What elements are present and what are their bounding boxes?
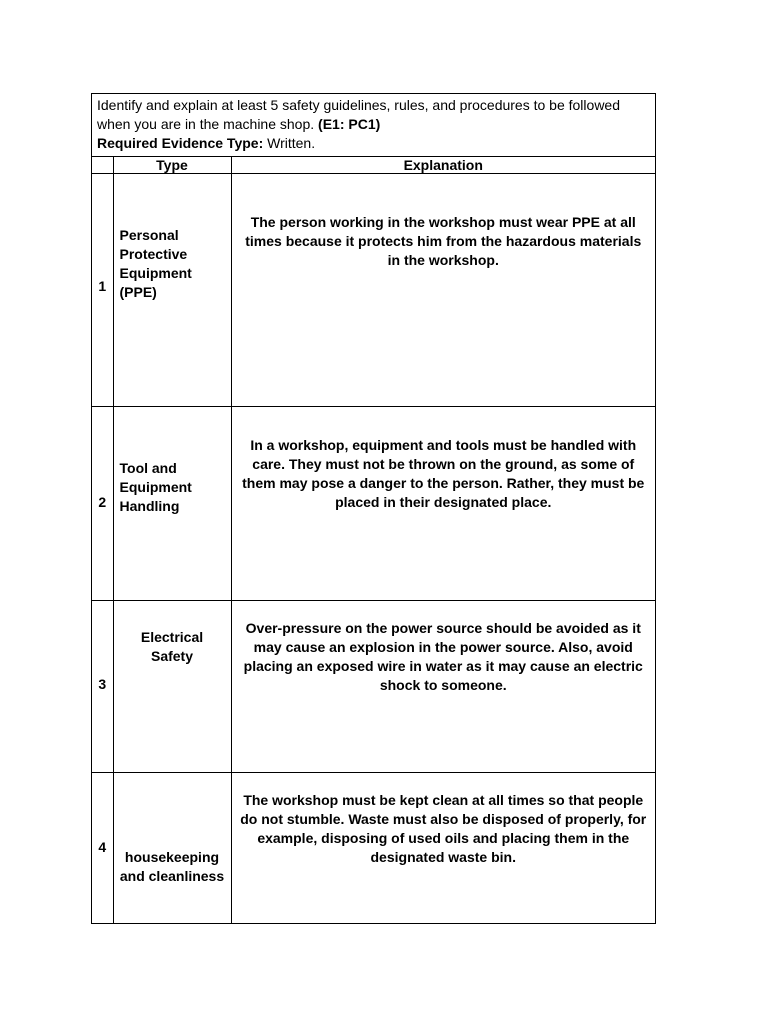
safety-table	[92, 157, 655, 923]
header-type: Type	[113, 157, 231, 174]
row-type-text: Electrical Safety	[140, 629, 204, 664]
row-number	[92, 407, 113, 601]
row-number-text: 3	[98, 676, 107, 692]
row-type	[113, 174, 231, 407]
row-explanation	[231, 407, 655, 601]
row-explanation	[231, 601, 655, 773]
prompt-code: (E1: PC1)	[318, 116, 381, 132]
row-type-text: Tool and Equipment Handling	[119, 460, 192, 514]
header-explanation: Explanation	[231, 157, 655, 174]
row-explanation	[231, 773, 655, 923]
row-type	[113, 601, 231, 773]
question-prompt	[92, 94, 655, 157]
row-explanation	[231, 174, 655, 407]
row-number-text: 4	[98, 839, 107, 855]
assessment-sheet	[91, 93, 656, 924]
row-explanation-text: The workshop must be kept clean at all times so that people do not stumble. Waste must also be disposed of properly, for example, disposing of used oils and placing them in the designated waste bin.	[240, 792, 647, 865]
row-number	[92, 773, 113, 923]
table-row	[92, 601, 655, 773]
row-type	[113, 773, 231, 923]
table-row	[92, 174, 655, 407]
header-number	[92, 157, 113, 174]
row-number	[92, 174, 113, 407]
evidence-label: Required Evidence Type:	[97, 135, 264, 151]
row-type-text: housekeeping and cleanliness	[119, 849, 225, 884]
row-explanation-text: In a workshop, equipment and tools must be handled with care. They must not be thrown on the ground, as some of them may pose a danger to the person. Rather, they must be placed in their designated place.	[242, 437, 645, 510]
row-number	[92, 601, 113, 773]
row-number-text: 2	[98, 494, 107, 510]
row-type-text: Personal Protective Equipment (PPE)	[119, 227, 192, 300]
table-row	[92, 773, 655, 923]
prompt-text: Identify and explain at least 5 safety guidelines, rules, and procedures to be followed when you are in the machine shop.	[97, 97, 620, 132]
row-number-text: 1	[98, 278, 107, 294]
table-header-row	[92, 157, 655, 174]
row-type	[113, 407, 231, 601]
evidence-value: Written.	[267, 135, 316, 151]
table-row	[92, 407, 655, 601]
row-explanation-text: Over-pressure on the power source should be avoided as it may cause an explosion in the power source. Also, avoid placing an exposed wire in water as it may cause an electric shock to someone.	[243, 620, 643, 693]
row-explanation-text: The person working in the workshop must wear PPE at all times because it protects him from the hazardous materials in the workshop.	[245, 214, 642, 268]
